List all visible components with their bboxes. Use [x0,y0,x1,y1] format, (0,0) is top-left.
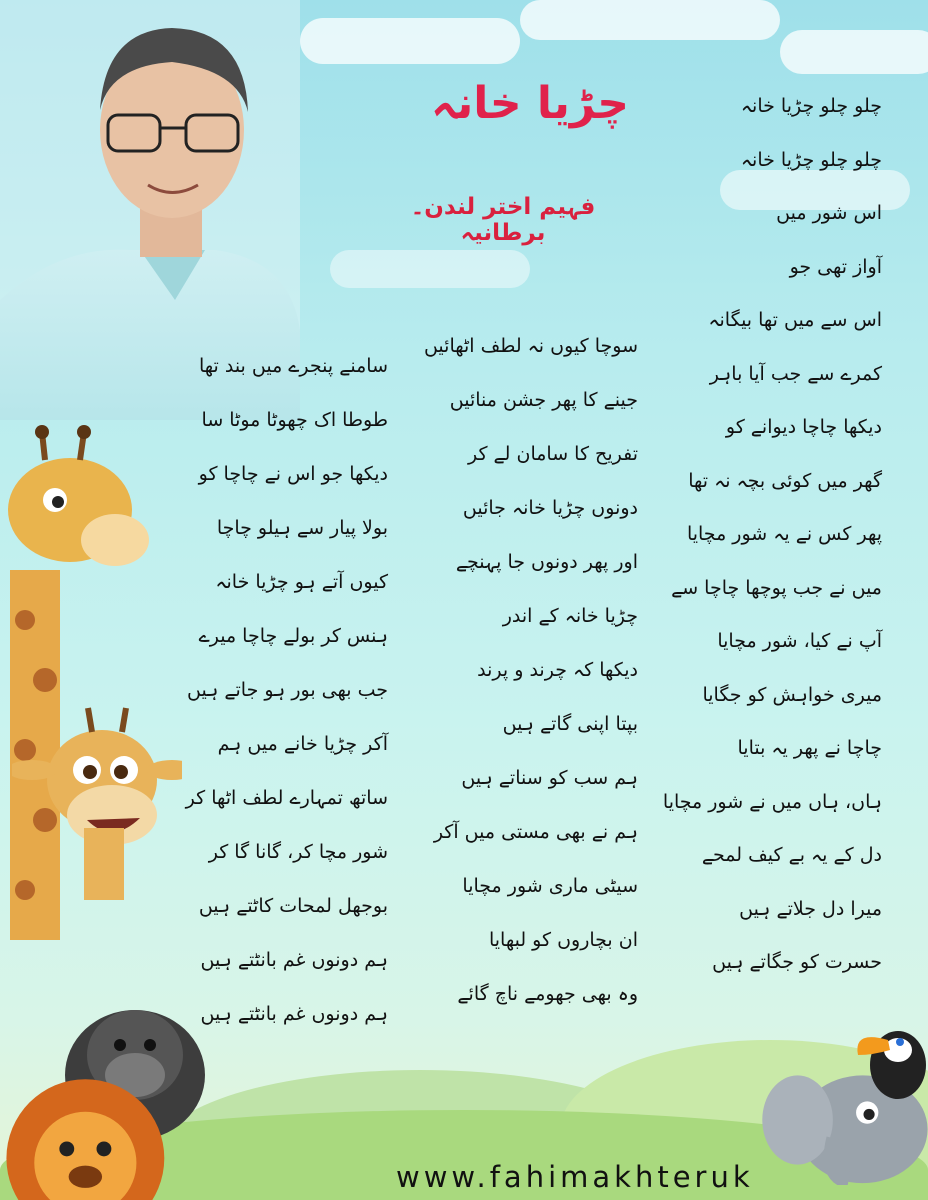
poem-line: آپ نے کیا، شور مچایا [717,630,882,652]
poem-line: اور پھر دونوں جا پہنچے [455,551,638,573]
website-url: www.fahimakhteruk [396,1160,754,1194]
poem-line: اس سے میں تھا بیگانہ [708,309,882,331]
lion-illustration [0,1070,180,1200]
poem-line: بولا پیار سے ہیلو چاچا [216,517,388,539]
poem-line: چلو چلو چڑیا خانہ [740,148,882,171]
poem-line: ہم نے بھی مستی میں آکر [433,821,638,843]
poem-line: ہم سب کو سناتے ہیں [461,767,638,789]
cloud [300,18,520,64]
cloud [520,0,780,40]
poem-line: دیکھا چاچا دیوانے کو [725,416,882,438]
poem-line: وہ بھی جھومے ناچ گائے [457,983,638,1005]
poem-title: چڑیا خانہ [431,78,629,129]
poem-line: اس شور میں [776,202,882,224]
poem-line: ہنس کر بولے چاچا میرے [198,625,388,647]
poem-line: میری خواہش کو جگایا [702,683,882,706]
poem-line: میرا دل جلاتے ہیں [739,897,882,920]
poem-line: ساتھ تمہارے لطف اٹھا کر [185,787,388,809]
poem-line: چلو چلو چڑیا خانہ [740,95,882,117]
poem-line: ہم دونوں غم بانٹتے ہیں [200,1003,388,1025]
poem-line: گھر میں کوئی بچہ نہ تھا [688,469,882,492]
poem-column-left [128,355,388,1055]
poem-line: دیکھا کہ چرند و پرند [477,659,638,681]
poem-column-middle [398,335,638,1035]
poem-line: حسرت کو جگاتے ہیں [712,951,882,973]
poem-line: ان بچاروں کو لبھایا [488,929,638,951]
poem-line: چڑیا خانہ کے اندر [502,605,638,627]
poem-line: شور مچا کر، گانا گا کر [208,841,388,863]
poem-line: چاچا نے پھر یہ بتایا [737,737,882,759]
poem-line: پھر کس نے یہ شور مچایا [686,523,882,545]
poem-line: دونوں چڑیا خانہ جائیں [462,497,638,519]
poem-line: بوجھل لمحات کاٹتے ہیں [198,895,388,917]
poem-line: ہاں، ہاں میں نے شور مچایا [662,790,882,813]
author-byline: فہیم اختر لندن۔ برطانیہ [410,194,596,246]
poem-line: ہم دونوں غم بانٹتے ہیں [200,949,388,971]
poem-line: بپتا اپنی گاتے ہیں [502,713,638,735]
poem-line: تفریح کا سامان لے کر [467,443,638,465]
poem-column-right [622,95,882,1025]
poem-line: کمرے سے جب آیا باہر [709,362,882,385]
cloud [330,250,530,288]
poem-line: طوطا اک چھوٹا موٹا سا [201,409,388,431]
poem-line: دیکھا جو اس نے چاچا کو [198,463,388,485]
poem-line: دل کے یہ بے کیف لمحے [701,844,882,866]
poem-line: سامنے پنجرے میں بند تھا [198,355,388,377]
poem-line: جب بھی بور ہو جاتے ہیں [187,679,388,701]
poem-line: کیوں آتے ہو چڑیا خانہ [215,571,388,593]
poem-line: آکر چڑیا خانے میں ہم [217,733,388,755]
poem-line: میں نے جب پوچھا چاچا سے [671,576,882,599]
poem-line: سوچا کیوں نہ لطف اٹھائیں [423,335,638,357]
poem-line: سیٹی ماری شور مچایا [462,875,638,897]
poem-line: آواز تھی جو [789,255,882,278]
cloud [780,30,928,74]
poem-line: جینے کا پھر جشن منائیں [449,389,638,411]
